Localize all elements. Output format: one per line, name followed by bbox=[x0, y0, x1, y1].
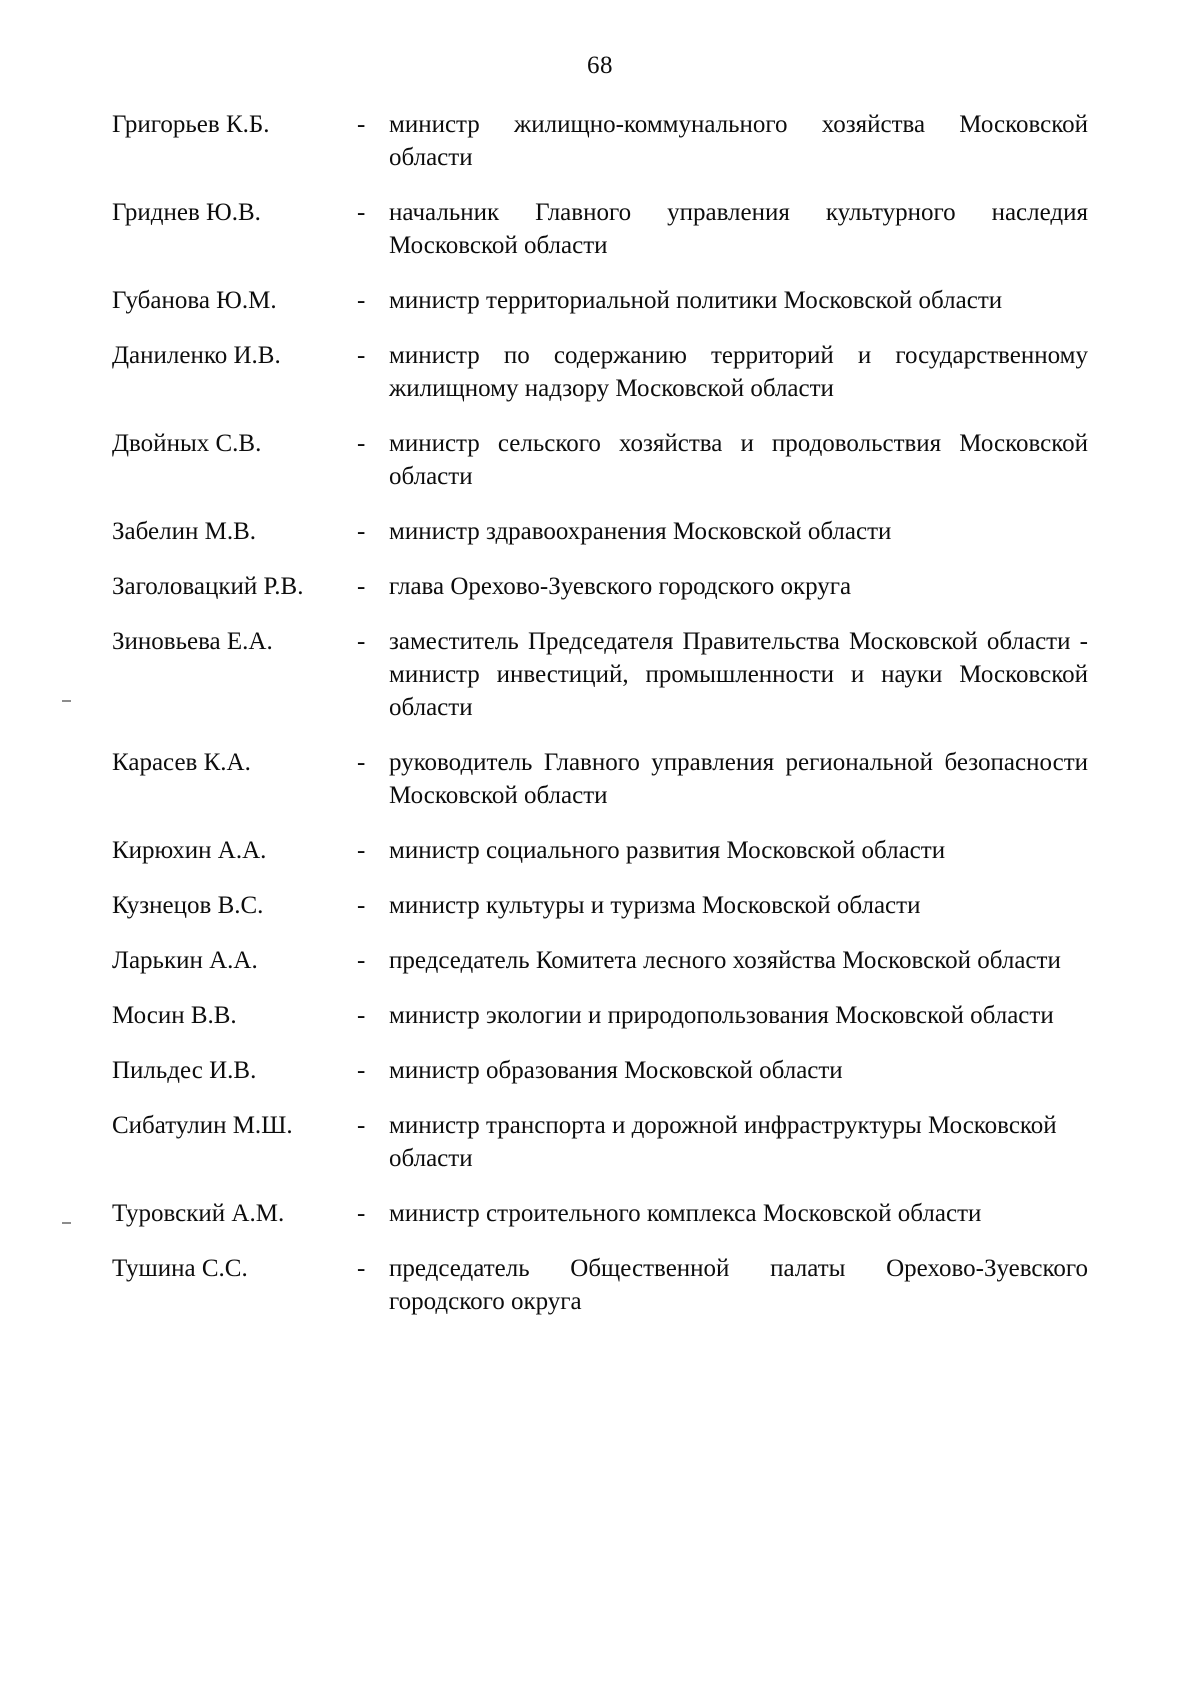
entry-name: Пильдес И.В. bbox=[112, 1057, 257, 1084]
entry-dash: - bbox=[357, 1200, 366, 1227]
entry-role: глава Орехово-Зуевского городского округа bbox=[389, 573, 852, 600]
list-item bbox=[112, 944, 1088, 977]
list-item bbox=[112, 427, 1088, 493]
entry-dash: - bbox=[357, 837, 366, 864]
entry-dash: - bbox=[357, 1112, 366, 1139]
entry-dash: - bbox=[357, 1057, 366, 1084]
entry-role: заместитель Председателя Правительства Московской области - министр инвестиций, промышленности и науки Московской области bbox=[389, 628, 1088, 721]
entry-role: министр сельского хозяйства и продовольствия Московской области bbox=[389, 430, 1088, 490]
list-item bbox=[112, 515, 1088, 548]
entry-role: министр образования Московской области bbox=[389, 1057, 843, 1084]
entry-name: Туровский А.М. bbox=[112, 1200, 285, 1227]
entry-name: Гриднев Ю.В. bbox=[112, 199, 261, 226]
entry-dash: - bbox=[357, 199, 366, 226]
entry-name: Двойных С.В. bbox=[112, 430, 262, 457]
entry-list bbox=[112, 108, 1088, 1340]
entry-name: Кирюхин А.А. bbox=[112, 837, 267, 864]
stray-mark bbox=[62, 700, 71, 702]
list-item bbox=[112, 1252, 1088, 1318]
entry-role: председатель Комитета лесного хозяйства Московской области bbox=[389, 947, 1061, 974]
entry-name: Карасев К.А. bbox=[112, 749, 251, 776]
list-item bbox=[112, 284, 1088, 317]
list-item bbox=[112, 108, 1088, 174]
entry-role: министр транспорта и дорожной инфраструктуры Московской области bbox=[389, 1112, 1057, 1172]
entry-role: председатель Общественной палаты Орехово-Зуевского городского округа bbox=[389, 1255, 1088, 1315]
list-item bbox=[112, 196, 1088, 262]
entry-role: министр здравоохранения Московской области bbox=[389, 518, 892, 545]
entry-role: министр культуры и туризма Московской области bbox=[389, 892, 921, 919]
list-item bbox=[112, 1109, 1088, 1175]
entry-role: начальник Главного управления культурного наследия Московской области bbox=[389, 199, 1088, 259]
entry-dash: - bbox=[357, 1002, 366, 1029]
entry-dash: - bbox=[357, 342, 366, 369]
list-item bbox=[112, 889, 1088, 922]
entry-role: министр территориальной политики Московской области bbox=[389, 287, 1003, 314]
entry-name: Григорьев К.Б. bbox=[112, 111, 270, 138]
entry-dash: - bbox=[357, 628, 366, 655]
entry-name: Мосин В.В. bbox=[112, 1002, 237, 1029]
entry-role: министр жилищно-коммунального хозяйства Московской области bbox=[389, 111, 1088, 171]
entry-role: министр экологии и природопользования Московской области bbox=[389, 1002, 1054, 1029]
list-item bbox=[112, 1054, 1088, 1087]
entry-name: Зиновьева Е.А. bbox=[112, 628, 273, 655]
entry-dash: - bbox=[357, 111, 366, 138]
list-item bbox=[112, 1197, 1088, 1230]
stray-mark bbox=[62, 1222, 71, 1224]
entry-dash: - bbox=[357, 749, 366, 776]
entry-dash: - bbox=[357, 947, 366, 974]
entry-name: Сибатулин М.Ш. bbox=[112, 1112, 293, 1139]
entry-name: Тушина С.С. bbox=[112, 1255, 248, 1282]
page-number: 68 bbox=[587, 52, 613, 79]
entry-dash: - bbox=[357, 1255, 366, 1282]
entry-role: руководитель Главного управления региональной безопасности Московской области bbox=[389, 749, 1088, 809]
entry-role: министр социального развития Московской области bbox=[389, 837, 946, 864]
list-item bbox=[112, 746, 1088, 812]
entry-dash: - bbox=[357, 573, 366, 600]
entry-role: министр строительного комплекса Московской области bbox=[389, 1200, 982, 1227]
list-item bbox=[112, 834, 1088, 867]
entry-name: Забелин М.В. bbox=[112, 518, 256, 545]
list-item bbox=[112, 625, 1088, 724]
list-item bbox=[112, 570, 1088, 603]
entry-dash: - bbox=[357, 892, 366, 919]
entry-dash: - bbox=[357, 430, 366, 457]
entry-name: Кузнецов В.С. bbox=[112, 892, 264, 919]
entry-role: министр по содержанию территорий и государственному жилищному надзору Московской области bbox=[389, 342, 1088, 402]
entry-dash: - bbox=[357, 287, 366, 314]
list-item bbox=[112, 339, 1088, 405]
list-item bbox=[112, 999, 1088, 1032]
entry-dash: - bbox=[357, 518, 366, 545]
entry-name: Даниленко И.В. bbox=[112, 342, 281, 369]
entry-name: Ларькин А.А. bbox=[112, 947, 258, 974]
entry-name: Губанова Ю.М. bbox=[112, 287, 277, 314]
entry-name: Заголовацкий Р.В. bbox=[112, 573, 304, 600]
